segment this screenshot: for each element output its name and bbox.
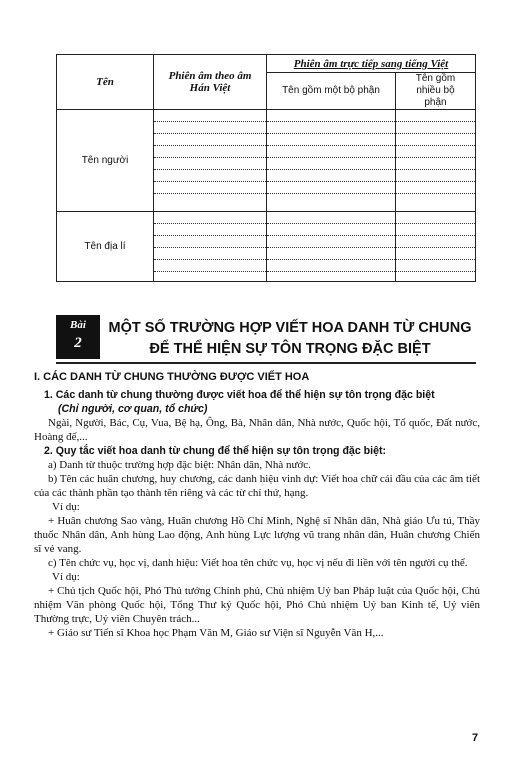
- lesson-body: [34, 388, 480, 640]
- title-rule: [56, 362, 476, 364]
- header-single-part: Tên gồm một bộ phận: [267, 73, 396, 110]
- page-number: 7: [472, 732, 479, 744]
- example-label-2: Ví dụ:: [52, 571, 80, 583]
- name-transcription-table: [56, 54, 476, 282]
- answer-cell[interactable]: [396, 110, 476, 212]
- answer-cell[interactable]: [267, 110, 396, 212]
- row-person-label: Tên người: [57, 110, 154, 212]
- paragraph-examples-list: Ngài, Người, Bác, Cụ, Vua, Bệ hạ, Ông, Bà, Nhân dân, Nhà nước, Quốc hội, Tổ quốc, Đất nước, Hoàng đế,...: [34, 417, 480, 443]
- row-place-label: Tên địa lí: [57, 212, 154, 282]
- subheading-1-note: (Chỉ người, cơ quan, tổ chức): [58, 403, 208, 415]
- lesson-badge: [56, 315, 100, 359]
- answer-cell[interactable]: [267, 212, 396, 282]
- subheading-2: 2. Quy tắc viết hoa danh từ chung để thể hiện sự tôn trọng đặc biệt:: [44, 445, 387, 457]
- header-hanviet: Phiên âm theo âm Hán Việt: [154, 55, 267, 110]
- example-2: + Chủ tịch Quốc hội, Phó Thủ tướng Chính phủ, Chủ nhiệm Uỷ ban Pháp luật của Quốc hội, Chủ nhiệm Văn phòng Quốc hội, Tổng Thư ký Quốc hội, Phó Chủ nhiệm Uỷ ban Kinh tế, Uỷ viên Thường trực, Uỷ viên Chuyên trách...: [34, 585, 480, 625]
- subheading-1: 1. Các danh từ chung thường được viết hoa để thể hiện sự tôn trọng đặc biệt: [44, 389, 435, 401]
- answer-cell[interactable]: [396, 212, 476, 282]
- lesson-title-line2: ĐỂ THỂ HIỆN SỰ TÔN TRỌNG ĐẶC BIỆT: [149, 341, 431, 357]
- header-direct: Phiên âm trực tiếp sang tiếng Việt: [267, 55, 476, 73]
- answer-cell[interactable]: [154, 212, 267, 282]
- paragraph-a: a) Danh từ thuộc trường hợp đặc biệt: Nhân dân, Nhà nước.: [48, 459, 311, 471]
- paragraph-b: b) Tên các huân chương, huy chương, các danh hiệu vinh dự: Viết hoa chữ cái đầu của các âm tiết của các thành phần tạo thành tên riêng và các từ chỉ thứ, hạng.: [34, 473, 480, 499]
- example-label-1: Ví dụ:: [52, 501, 80, 513]
- example-3: + Giáo sư Tiến sĩ Khoa học Phạm Văn M, Giáo sư Viện sĩ Nguyễn Văn H,...: [48, 627, 384, 639]
- header-name: Tên: [57, 55, 154, 110]
- badge-word: Bài: [70, 319, 86, 331]
- header-multi-part: Tên gồm nhiều bộ phận: [396, 73, 476, 110]
- answer-cell[interactable]: [154, 110, 267, 212]
- lesson-title: [104, 318, 476, 360]
- example-1: + Huân chương Sao vàng, Huân chương Hồ Chí Minh, Nghệ sĩ Nhân dân, Nhà giáo Ưu tú, Thầy thuốc Nhân dân, Anh hùng Lao động, Anh hùng Lực lượng vũ trang nhân dân, Huân chương Chiến sĩ vẻ vang.: [34, 515, 480, 555]
- section-heading: I. CÁC DANH TỪ CHUNG THƯỜNG ĐƯỢC VIẾT HOA: [34, 371, 310, 383]
- lesson-title-line1: MỘT SỐ TRƯỜNG HỢP VIẾT HOA DANH TỪ CHUNG: [108, 320, 472, 336]
- badge-number: 2: [74, 335, 82, 351]
- paragraph-c: c) Tên chức vụ, học vị, danh hiệu: Viết hoa tên chức vụ, học vị nếu đi liền với tên người cụ thể.: [48, 557, 468, 569]
